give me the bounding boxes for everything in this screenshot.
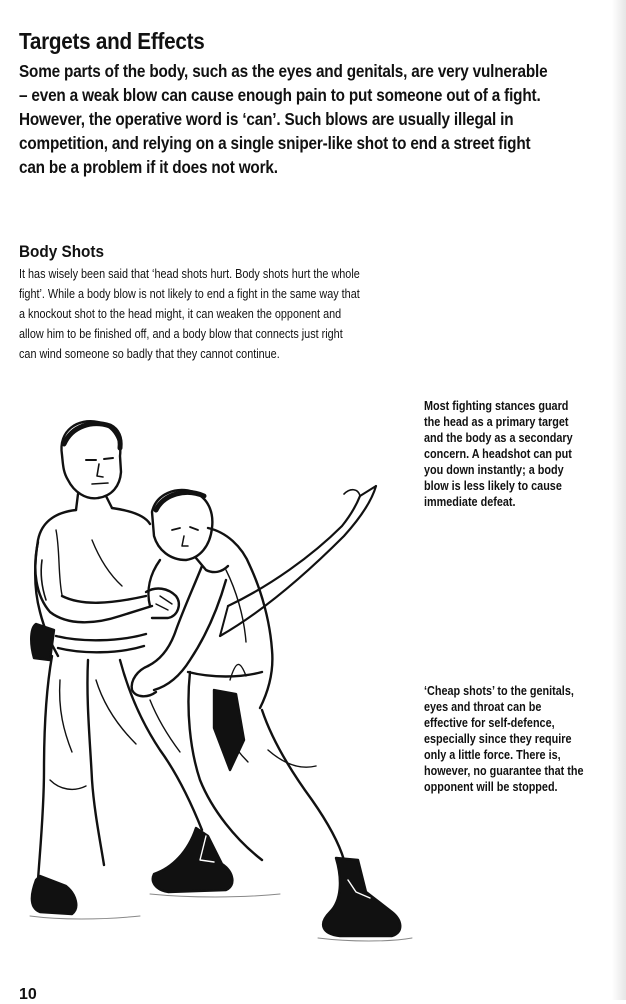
- caption-line: concern. A headshot can put: [424, 447, 572, 461]
- caption-line: and the body as a secondary: [424, 431, 573, 445]
- caption-line: especially since they require: [424, 732, 572, 746]
- caption-line: ‘Cheap shots’ to the genitals,: [424, 684, 574, 698]
- section-title: Body Shots: [19, 242, 105, 261]
- caption-line: immediate defeat.: [424, 495, 516, 509]
- lead-line: Some parts of the body, such as the eyes and genitals, are very vulnerable: [19, 61, 548, 81]
- lead-line: can be a problem if it does not work.: [19, 157, 278, 177]
- lead-line: However, the operative word is ‘can’. Such blows are usually illegal in: [19, 109, 514, 129]
- fight-illustration: [0, 360, 420, 960]
- caption-line: Most fighting stances guard: [424, 399, 569, 413]
- caption-line: only a little force. There is,: [424, 748, 561, 762]
- lead-paragraph: [19, 59, 599, 179]
- body-line: fight’. While a body blow is not likely to end a fight in the same way that: [19, 287, 360, 301]
- page-edge-shadow: [612, 0, 626, 1000]
- body-line: can wind someone so badly that they cannot continue.: [19, 347, 280, 361]
- caption-cheap-shots: [424, 683, 609, 795]
- caption-line: the head as a primary target: [424, 415, 569, 429]
- page-number: 10: [19, 986, 37, 1003]
- punch-motion-arc: [220, 486, 376, 636]
- caption-line: however, no guarantee that the: [424, 764, 584, 778]
- caption-line: eyes and throat can be: [424, 700, 542, 714]
- body-line: a knockout shot to the head might, it can weaken the opponent and: [19, 307, 342, 321]
- caption-line: effective for self-defence,: [424, 716, 555, 730]
- caption-stances: [424, 398, 597, 510]
- body-line: It has wisely been said that ‘head shots hurt. Body shots hurt the whole: [19, 267, 360, 281]
- page-title: Targets and Effects: [19, 28, 205, 54]
- body-line: allow him to be finished off, and a body blow that connects just right: [19, 327, 343, 341]
- caption-line: opponent will be stopped.: [424, 780, 558, 794]
- lead-line: competition, and relying on a single sniper-like shot to end a street fight: [19, 133, 531, 153]
- body-paragraph: [19, 264, 415, 364]
- caption-line: blow is less likely to cause: [424, 479, 562, 493]
- caption-line: you down instantly; a body: [424, 463, 564, 477]
- lead-line: – even a weak blow can cause enough pain to put someone out of a fight.: [19, 85, 541, 105]
